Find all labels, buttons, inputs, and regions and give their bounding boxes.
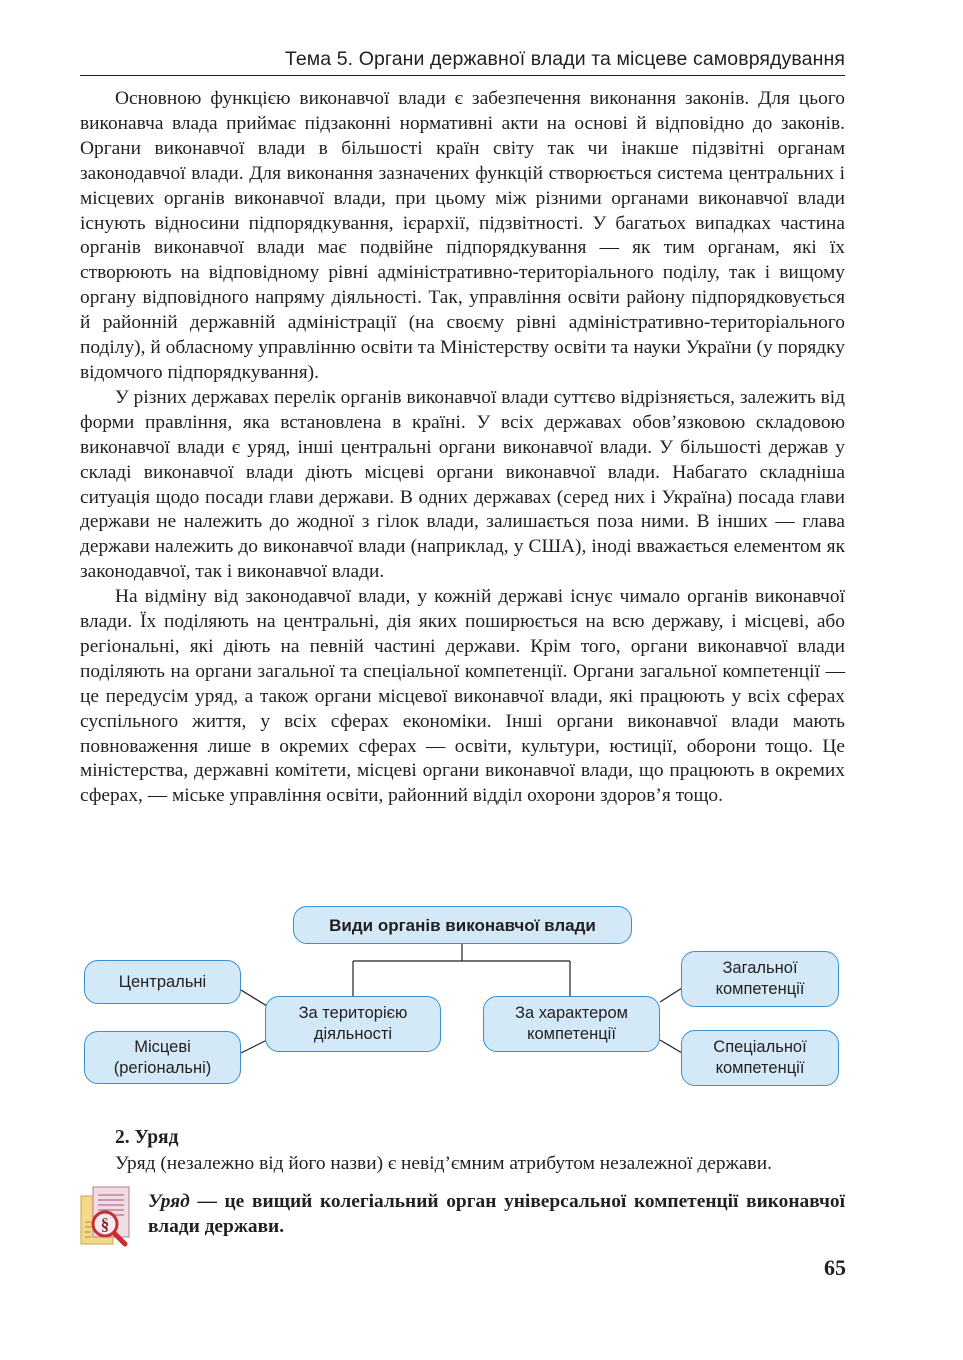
diagram-title: Види органів виконавчої влади: [329, 915, 596, 935]
node-central-label: Центральні: [118, 972, 207, 991]
section-text: Уряд (незалежно від його назви) є невід’ємним атрибутом незалежної держави.: [115, 1153, 772, 1174]
section-heading: 2. Уряд: [115, 1127, 179, 1148]
svg-text:§: §: [100, 1215, 110, 1234]
paragraph: У різних державах перелік органів виконавчої влади суттєво відрізняється, залежить від форми правління, яка встановлена в країні. У всіх державах обов’язковою складовою виконавчої влади є уряд, інші центральні органи виконавчої влади. У більшості держав у складі виконавчої влади діють місцеві органи виконавчої влади. Набагато складніша ситуація щодо посади глави держави. В одних державах (серед них і Україна) посада глави держави не належить до жодної з гілок влади, залишається поза ними. В інших — глава держави належить до виконавчої влади (наприклад, у США), іноді вважається елементом як законодавчої, так і виконавчої влади.: [80, 386, 845, 583]
node-local: [84, 1031, 241, 1084]
definition-text: — це вищий колегіальний орган універсальної компетенції виконавчої влади держави.: [148, 1191, 845, 1237]
page-header: [80, 45, 845, 76]
law-document-magnifier-icon: [80, 1186, 136, 1248]
paragraph: На відміну від законодавчої влади, у кожній державі існує чимало органів виконавчої влади. Їх поділяють на центральні, дія яких поширюється на всю державу, і місцеві, або регіональні, які діють на певній частині держави. Крім того, органи виконавчої влади поділяють на органи загальної та спеціальної компетенції. Органи загальної компетенції — це передусім уряд, а також органи місцевої виконавчої влади, які працюють у всіх сферах суспільного життя, у всіх сферах економіки. Інші органи виконавчої влади мають повноваження лише в окремих сферах — освіти, культури, юстиції, оборони тощо. Це міністерства, державні комітети, місцеві органи виконавчої влади, що працюють в окремих сферах, — міське управління освіти, районний відділ охорони здоров’я тощо.: [80, 586, 845, 807]
node-by-territory: [265, 996, 441, 1052]
node-special-competence: [681, 1030, 839, 1086]
node-by-territory-label: За територією діяльності: [298, 1004, 408, 1043]
node-special-label: Спеціальної компетенції: [713, 1038, 807, 1077]
topic-title: Тема 5. Органи державної влади та місцеве самоврядування: [284, 48, 845, 70]
diagram-title-node: [293, 906, 632, 944]
body-text: [80, 87, 845, 809]
node-by-competence: [483, 996, 660, 1052]
node-by-competence-label: За характером компетенції: [515, 1004, 628, 1043]
paragraph: Основною функцією виконавчої влади є забезпечення виконання законів. Для цього виконавча влада приймає підзаконні нормативні акти на основі й відповідно до законів. Органи виконавчої влади в більшості країн світу так чи інакше підзвітні органам законодавчої влади. Для виконання зазначених функцій створюється система центральних і місцевих органів виконавчої влади, при цьому між різними органами виконавчої влади існують відносини підпорядкування, ієрархії, підзвітності. У багатьох випадках частина органів виконавчої влади має подвійне підпорядкування — як тим органам, які їх створюють на відповідному рівні адміністративно-територіального поділу, так і вищому органу відповідного напряму діяльності. Так, управління освіти району підпорядковується й районній державній адміністрації (на своєму рівні адміністративно-територіального поділу), й обласному управлінню освіти та Міністерству освіти та науки України (у порядку відомчого підпорядкування).: [80, 88, 845, 383]
definition-term: Уряд: [148, 1191, 190, 1212]
node-general-competence: [681, 951, 839, 1007]
definition-block: [148, 1189, 845, 1239]
page-number: 65: [824, 1255, 846, 1280]
node-local-label: Місцеві (регіональні): [113, 1037, 212, 1077]
node-general-label: Загальної компетенції: [715, 959, 805, 998]
node-central: [84, 960, 241, 1004]
